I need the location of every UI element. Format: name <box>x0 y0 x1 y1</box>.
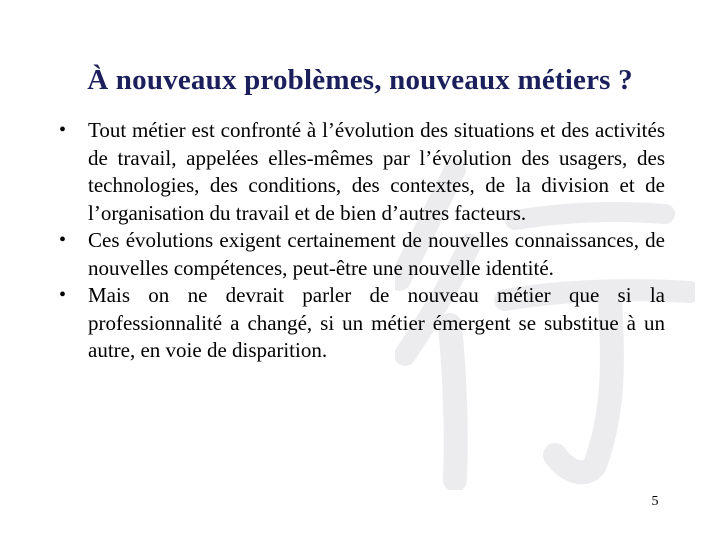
bullet-icon: • <box>59 119 67 141</box>
bullet-item <box>59 117 665 227</box>
page-number: 5 <box>651 494 659 509</box>
bullet-icon: • <box>59 229 67 251</box>
bullet-text: Mais on ne devrait parler de nouveau métier que si la professionnalité a changé, si un métier émergent se substitue à un autre, en voie de disparition. <box>88 283 665 362</box>
bullet-text: Tout métier est confronté à l’évolution des situations et des activités de travail, appelées elles-mêmes par l’évolution des usagers, des technologies, des conditions, des contextes, de la division et de l’organisation du travail et de bien d’autres facteurs. <box>88 118 665 225</box>
bullet-item <box>59 282 665 365</box>
bullet-item <box>59 227 665 282</box>
bullet-icon: • <box>59 284 67 306</box>
bullet-list <box>59 117 665 365</box>
slide-title: À nouveaux problèmes, nouveaux métiers ? <box>87 64 633 96</box>
bullet-text: Ces évolutions exigent certainement de nouvelles connaissances, de nouvelles compétences, peut-être une nouvelle identité. <box>88 228 665 280</box>
